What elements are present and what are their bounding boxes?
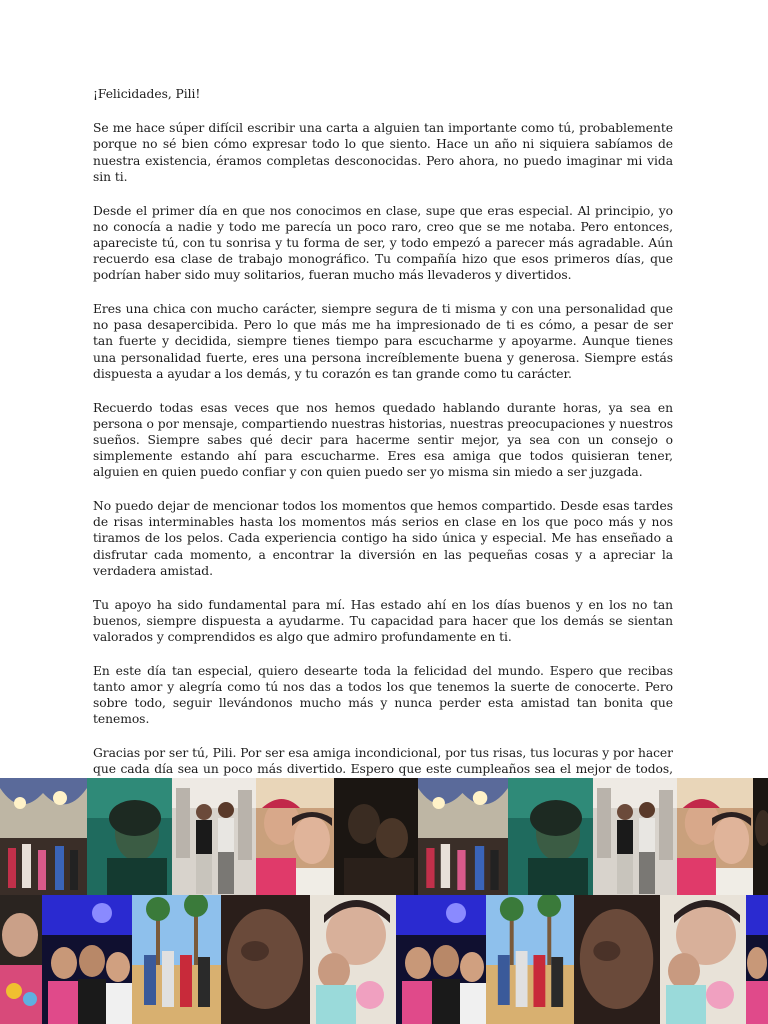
photo-two-faces-2 (677, 778, 753, 896)
photo-party-kiss (0, 895, 42, 1024)
photo-concert-group (42, 895, 132, 1024)
photo-closeup-dark-2 (574, 895, 660, 1024)
photo-collage (0, 778, 768, 1024)
paragraph-5: No puedo dejar de mencionar todos los momentos que hemos compartido. Desde esas tardes de risas interminables hasta los momentos más serios en clase en los que poco más y nos tiramos de los pelos. Cada experiencia contigo ha sido única y especial. Me has enseñado a disfrutar cada momento, a encontrar la diversión en las pequeñas cosas y a apreciar la verdadera amistad. (93, 499, 673, 578)
paragraph-4: Recuerdo todas esas veces que nos hemos quedado hablando durante horas, ya sea en persona o por mensaje, compartiendo nuestras historias, nuestras preocupaciones y nuestros sueños. Siempre sabes qué decir para hacerme sentir mejor, ya sea con un consejo o simplemente estando ahí para escucharme. Eres esa amiga que todos quisieran tener, alguien en quien puedo confiar y con quien puedo ser yo misma sin miedo a ser juzgada. (93, 400, 673, 480)
photo-fair-night (0, 778, 87, 896)
photo-mirror-selfie-2 (593, 778, 677, 896)
letter (93, 86, 673, 827)
photo-concert-group-3 (746, 895, 768, 1024)
greeting: ¡Felicidades, Pili! (93, 87, 201, 101)
paragraph-2: Desde el primer día en que nos conocimos en clase, supe que eras especial. Al principio, yo no conocía a nadie y todo me parecía un poco raro, creo que se me notaba. Pero entonces, apareciste tú, con tu sonrisa y tu forma de ser, y todo empezó a parecer más agradable. Aún recuerdo esa clase de trabajo monográfico. Tu compañía hizo que esos primeros días, que podrían haber sido muy solitarios, fueran mucho más llevaderos y divertidos. (93, 203, 673, 283)
photo-green-selfie-2 (508, 778, 593, 896)
photo-green-selfie (87, 778, 172, 896)
photo-dark-selfie (334, 778, 418, 896)
collage-row-bottom (0, 895, 768, 1024)
paragraph-3: Eres una chica con mucho carácter, siempre segura de ti misma y con una personalidad que no pasa desapercibida. Pero lo que más me ha impresionado de ti es cómo, a pesar de ser tan fuerte y decidida, siempre tienes tiempo para escucharme y apoyarme. Aunque tienes una personalidad fuerte, eres una persona increíblemente buena y generosa. Siempre estás dispuesta a ayudar a los demás, y tu corazón es tan grande como tu carácter. (93, 302, 673, 381)
photo-fair-day-palms (132, 895, 221, 1024)
photo-fair-day-palms-2 (486, 895, 574, 1024)
photo-two-faces (256, 778, 334, 896)
paragraph-7: En este día tan especial, quiero desearte toda la felicidad del mundo. Espero que recibas tanto amor y alegría como tú nos das a todos los que tenemos la suerte de conocerte. Pero sobre todo, seguir llevándonos mucho más y nunca perder esta amistad tan bonita que tenemos. (93, 663, 673, 727)
photo-closeup-dark (221, 895, 310, 1024)
photo-dark-selfie-2 (753, 778, 768, 896)
paragraph-8: Gracias por ser tú, Pili. Por ser esa amiga incondicional, por tus risas, tus locuras y por hacer que cada día sea un poco más divertido. Espero que este cumpleaños sea el mejor de todos, (93, 746, 673, 777)
paragraph-1: Se me hace súper difícil escribir una carta a alguien tan importante como tú, probablemente porque no sé bien cómo expresar todo lo que siento. Hace un año ni siquiera sabíamos de nuestra existencia, éramos completas desconocidas. Pero ahora, no puedo imaginar mi vida sin ti. (93, 121, 673, 184)
photo-surprised-face (310, 895, 396, 1024)
paragraph-6: Tu apoyo ha sido fundamental para mí. Has estado ahí en los días buenos y en los no tan buenos, siempre dispuesta a ayudarme. Tu capacidad para hacer que los demás se sientan valorados y comprendidos es algo que admiro profundamente en ti. (93, 597, 673, 644)
collage-row-top (0, 778, 768, 896)
photo-concert-group-2 (396, 895, 486, 1024)
photo-surprised-face-2 (660, 895, 746, 1024)
photo-mirror-selfie (172, 778, 256, 896)
photo-fair-night-2 (418, 778, 508, 896)
